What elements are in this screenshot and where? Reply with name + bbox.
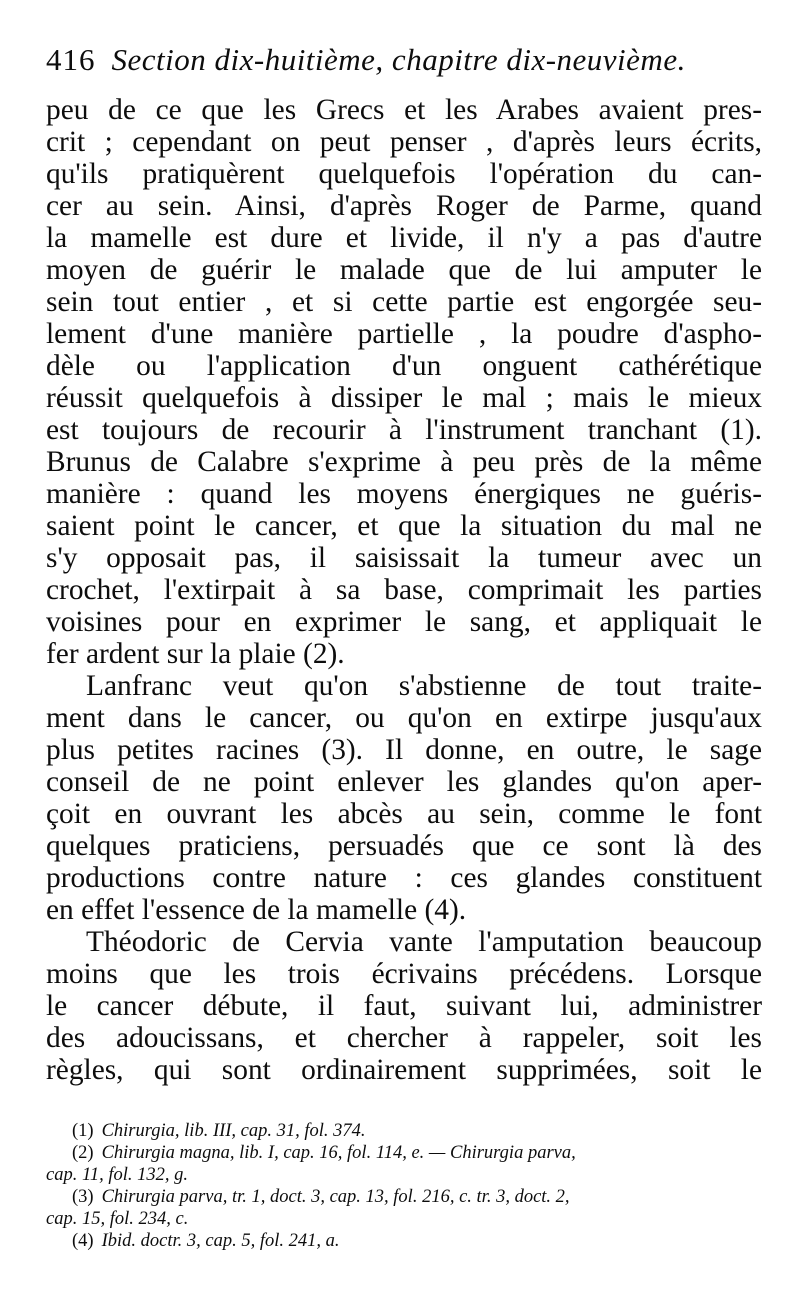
footnote-continuation [46, 1208, 762, 1230]
text-line: manière : quand les moyens énergiques ne guéris- [46, 478, 762, 510]
footnote-text: Chirurgia, lib. III, cap. 31, fol. 374. [101, 1121, 366, 1141]
text-line: cer au sein. Ainsi, d'après Roger de Parme, quand [46, 190, 762, 222]
text-line: çoit en ouvrant les abcès au sein, comme le font [46, 798, 762, 830]
footnotes [46, 1120, 762, 1252]
text-line: voisines pour en exprimer le sang, et appliquait le [46, 606, 762, 638]
footnote [46, 1120, 762, 1142]
footnote-text: Chirurgia parva, tr. 1, doct. 3, cap. 13, fol. 216, c. tr. 3, doct. 2, [101, 1187, 570, 1207]
text-line: moyen de guérir le malade que de lui amputer le [46, 254, 762, 286]
footnote-text: Ibid. doctr. 3, cap. 5, fol. 241, a. [101, 1231, 340, 1251]
text-line: le cancer débute, il faut, suivant lui, administrer [46, 990, 762, 1022]
text-line: Théodoric de Cervia vante l'amputation beaucoup [86, 926, 762, 958]
text-line: Brunus de Calabre s'exprime à peu près de la même [46, 446, 762, 478]
running-head: Section dix-huitième, chapitre dix-neuvième. [111, 42, 686, 77]
text-line: qu'ils pratiquèrent quelquefois l'opération du can- [46, 158, 762, 190]
text-line: s'y opposait pas, il saisissait la tumeur avec un [46, 542, 762, 574]
text-line: crochet, l'extirpait à sa base, comprimait les parties [46, 574, 762, 606]
text-line: est toujours de recourir à l'instrument tranchant (1). [46, 414, 762, 446]
text-line: peu de ce que les Grecs et les Arabes avaient pres- [46, 94, 762, 126]
text-line: lement d'une manière partielle , la poudre d'aspho- [46, 318, 762, 350]
footnote-mark: (4) [72, 1231, 94, 1251]
text-line: quelques praticiens, persuadés que ce sont là des [46, 830, 762, 862]
footnote [46, 1142, 762, 1164]
footnote [46, 1186, 762, 1208]
page-header [46, 0, 762, 94]
text-line: crit ; cependant on peut penser , d'après leurs écrits, [46, 126, 762, 158]
page-number: 416 [46, 42, 96, 77]
text-line: règles, qui sont ordinairement supprimées, soit le [46, 1054, 762, 1086]
footnote-mark: (3) [72, 1187, 94, 1207]
text-line: Lanfranc veut qu'on s'abstienne de tout traite- [86, 670, 762, 702]
text-line: sein tout entier , et si cette partie est engorgée seu- [46, 286, 762, 318]
body-text [46, 94, 762, 1086]
text-line: la mamelle est dure et livide, il n'y a pas d'autre [46, 222, 762, 254]
footnote-mark: (2) [72, 1143, 94, 1163]
text-line: dèle ou l'application d'un onguent cathérétique [46, 350, 762, 382]
footnote-text: Chirurgia magna, lib. I, cap. 16, fol. 114, e. — Chirurgia parva, [101, 1143, 576, 1163]
footnote-continuation [46, 1164, 762, 1186]
text-line: productions contre nature : ces glandes constituent [46, 862, 762, 894]
text-line: conseil de ne point enlever les glandes qu'on aper- [46, 766, 762, 798]
footnote-mark: (1) [72, 1121, 94, 1141]
footnote [46, 1230, 762, 1252]
text-line: ment dans le cancer, ou qu'on en extirpe jusqu'aux [46, 702, 762, 734]
text-line: en effet l'essence de la mamelle (4). [46, 894, 467, 926]
text-line: plus petites racines (3). Il donne, en outre, le sage [46, 734, 762, 766]
text-line: moins que les trois écrivains précédens. Lorsque [46, 958, 762, 990]
footnote-text: cap. 11, fol. 132, g. [46, 1165, 188, 1185]
text-line: saient point le cancer, et que la situation du mal ne [46, 510, 762, 542]
text-line: des adoucissans, et chercher à rappeler, soit les [46, 1022, 762, 1054]
text-line: fer ardent sur la plaie (2). [46, 638, 345, 670]
text-line: réussit quelquefois à dissiper le mal ; mais le mieux [46, 382, 762, 414]
footnote-text: cap. 15, fol. 234, c. [46, 1209, 189, 1229]
